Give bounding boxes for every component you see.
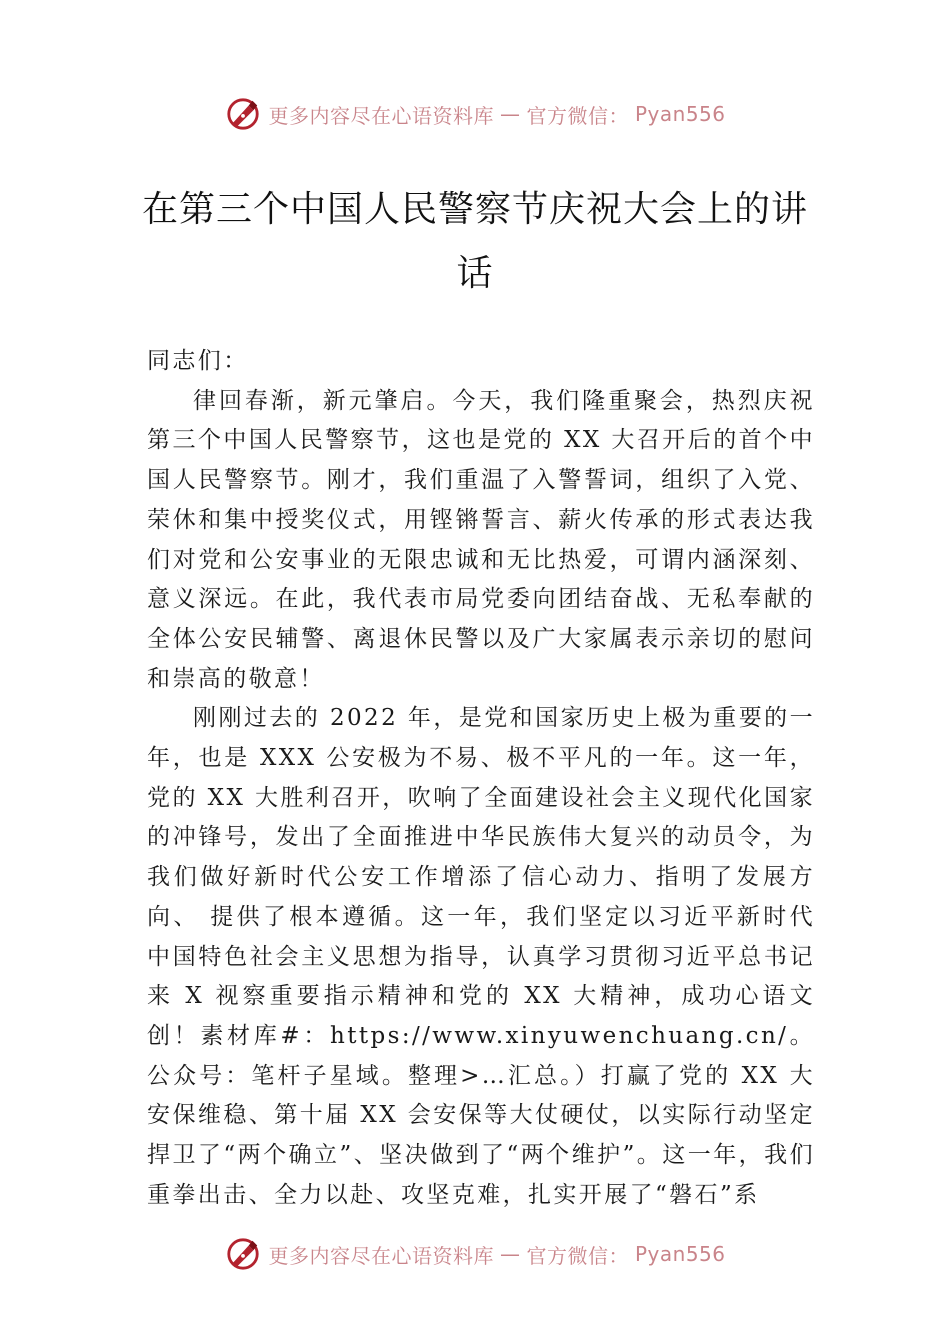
banner-slogan: 更多内容尽在心语资料库 (268, 103, 494, 128)
salutation: 同志们： (147, 348, 249, 374)
document-body (147, 342, 815, 1215)
banner-separator: — (499, 102, 521, 126)
footer-watermark-banner (0, 1234, 950, 1274)
header-watermark-banner (0, 94, 950, 134)
banner-wechat-label: 官方微信： (526, 1243, 629, 1268)
banner-slogan: 更多内容尽在心语资料库 (268, 1243, 494, 1268)
banner-wechat-id: Pyan556 (634, 1242, 726, 1266)
document-title: 在第三个中国人民警察节庆祝大会上的讲话 (141, 189, 808, 294)
banner-separator: — (499, 1242, 521, 1266)
pen-nib-logo-icon (224, 1236, 262, 1272)
banner-wechat-id: Pyan556 (634, 102, 726, 126)
pen-nib-logo-icon (224, 96, 262, 132)
banner-wechat-label: 官方微信： (526, 103, 629, 128)
paragraph: 律回春渐，新元肇启。今天，我们隆重聚会，热烈庆祝第三个中国人民警察节，这也是党的 XX 大召开后的首个中国人民警察节。刚才，我们重温了入警誓词，组织了入党、 荣休和集中授奖仪式，用铿锵誓言、薪火传承的形式表达我们对党和公安事业的无限忠诚和无比热爱，可谓内涵深刻、 意义深远。在此，我代表市局党委向团结奋战、无私奉献的全体公安民辅警、离退休民警以及广大家属表示亲切的慰问和崇高的敬意！ (147, 387, 815, 692)
paragraph: 刚刚过去的 2022 年，是党和国家历史上极为重要的一年，也是 XXX 公安极为不易、极不平凡的一年。这一年，党的 XX 大胜利召开，吹响了全面建设社会主义现代化国家的冲锋号，发出了全面推进中华民族伟大复兴的动员令，为我们做好新时代公安工作增添了信心动力、指明了发展方向、 提供了根本遵循。这一年，我们坚定以习近平新时代中国特色社会主义思想为指导，认真学习贯彻习近平总书记来 X 视察重要指示精神和党的 XX 大精神，成功心语文创！素材库#：https://www.xinyuwenchuang.cn/。公众号：笔杆子星域。整理>…汇总。）打赢了党的 XX 大安保维稳、第十届 XX 会安保等大仗硬仗，以实际行动坚定捍卫了“两个确立”、坚决做到了“两个维护”。这一年，我们重拳出击、全力以赴、攻坚克难，扎实开展了“磐石”系 (147, 705, 815, 1208)
